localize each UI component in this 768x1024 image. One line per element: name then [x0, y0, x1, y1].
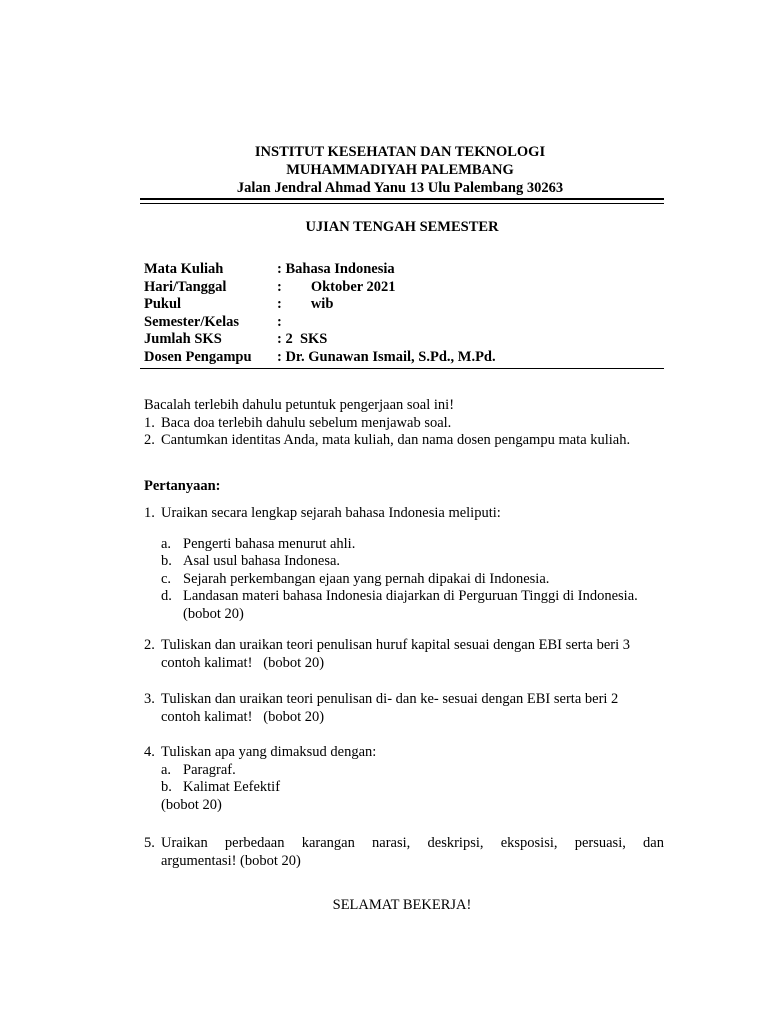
instruction-text: Baca doa terlebih dahulu sebelum menjawab soal.	[161, 414, 452, 431]
subitem-label: d.	[161, 588, 172, 605]
instructions	[144, 397, 630, 450]
question-weight: (bobot 20)	[183, 605, 244, 622]
question-line	[144, 505, 664, 523]
info-label: Dosen Pengampu	[144, 348, 252, 365]
instructions-lead: Bacalah terlebih dahulu petuntuk pengerjaan soal ini!	[144, 397, 455, 413]
info-label: Jumlah SKS	[144, 331, 222, 348]
question-5	[144, 835, 664, 870]
subitem	[161, 762, 664, 780]
subitem	[161, 536, 664, 554]
info-row-course	[144, 261, 496, 279]
question-text: Uraikan perbedaan karangan narasi, deskripsi, eksposisi, persuasi, dan	[161, 835, 664, 851]
question-text: Tuliskan dan uraikan teori penulisan di- dan ke- sesuai dengan EBI serta beri 2	[161, 691, 619, 707]
subitem-text: Landasan materi bahasa Indonesia diajarkan di Perguruan Tinggi di Indonesia.	[183, 588, 638, 605]
subitem-label: b.	[161, 553, 172, 570]
subitem-text: Asal usul bahasa Indonesa.	[183, 553, 341, 570]
subitem-text: Kalimat Eefektif	[183, 779, 281, 796]
instruction-text: Cantumkan identitas Anda, mata kuliah, dan nama dosen pengampu mata kuliah.	[161, 432, 631, 448]
question-text: Uraikan secara lengkap sejarah bahasa Indonesia meliputi:	[161, 505, 501, 521]
question-text: argumentasi! (bobot 20)	[161, 852, 301, 869]
subitem-label: c.	[161, 570, 172, 587]
subitem-label: b.	[161, 779, 172, 796]
question-text: Tuliskan dan uraikan teori penulisan huruf kapital sesuai dengan EBI serta beri 3	[161, 637, 630, 653]
question-1	[144, 505, 664, 624]
subitem	[161, 571, 664, 589]
info-value: : 2 SKS	[277, 331, 328, 348]
header-divider	[140, 198, 664, 204]
institution-name-line2: MUHAMMADIYAH PALEMBANG	[286, 162, 514, 178]
info-label: Mata Kuliah	[144, 261, 224, 277]
instruction-item	[144, 415, 630, 433]
institution-address: Jalan Jendral Ahmad Yanu 13 Ulu Palembang 30263	[236, 180, 564, 196]
exam-info-table	[144, 261, 496, 367]
question-number: 4.	[144, 744, 155, 760]
instruction-item	[144, 432, 630, 450]
question-4-subitems	[161, 762, 664, 815]
info-row-lecturer	[144, 349, 496, 367]
info-label: Hari/Tanggal	[144, 278, 227, 295]
info-value: : Dr. Gunawan Ismail, S.Pd., M.Pd.	[277, 348, 496, 365]
instruction-number: 2.	[144, 432, 155, 448]
info-value: : Bahasa Indonesia	[277, 261, 395, 277]
info-row-credits	[144, 331, 496, 349]
subitem-text: Paragraf.	[183, 761, 236, 778]
question-number: 3.	[144, 691, 155, 707]
info-value: : wib	[277, 296, 334, 313]
question-line	[144, 853, 664, 871]
subitem-text: Pengerti bahasa menurut ahli.	[183, 535, 356, 552]
question-weight: (bobot 20)	[161, 796, 222, 813]
info-divider	[140, 368, 664, 369]
info-value: :	[277, 313, 282, 330]
question-indent	[144, 655, 161, 673]
subitem	[161, 553, 664, 571]
question-text: contoh kalimat! (bobot 20)	[161, 708, 325, 725]
info-value: : Oktober 2021	[277, 278, 396, 295]
question-line	[144, 744, 664, 762]
question-4	[144, 744, 664, 814]
question-number: 1.	[144, 505, 155, 521]
info-label: Pukul	[144, 296, 182, 313]
question-number: 2.	[144, 637, 155, 653]
institution-name-line1: INSTITUT KESEHATAN DAN TEKNOLOGI	[254, 144, 546, 160]
question-line	[144, 691, 664, 709]
info-row-semester	[144, 314, 496, 332]
question-line	[144, 709, 664, 727]
question-line	[144, 655, 664, 673]
question-2	[144, 637, 664, 672]
question-indent	[144, 853, 161, 871]
subitem-label: a.	[161, 761, 172, 778]
question-text: Tuliskan apa yang dimaksud dengan:	[161, 744, 377, 760]
subitem-text: Sejarah perkembangan ejaan yang pernah dipakai di Indonesia.	[183, 570, 550, 587]
question-number: 5.	[144, 835, 155, 851]
subitem	[161, 779, 664, 797]
question-1-subitems	[161, 536, 664, 624]
question-3	[144, 691, 664, 726]
question-indent	[144, 709, 161, 727]
question-line	[144, 637, 664, 655]
info-row-date	[144, 279, 496, 297]
subitem	[161, 588, 664, 606]
instruction-number: 1.	[144, 414, 155, 431]
questions-title: Pertanyaan:	[144, 478, 221, 494]
info-row-time	[144, 296, 496, 314]
exam-title: UJIAN TENGAH SEMESTER	[305, 219, 499, 235]
question-text: contoh kalimat! (bobot 20)	[161, 654, 325, 671]
subitem-label: a.	[161, 535, 172, 552]
institution-header	[0, 143, 768, 197]
closing-text: SELAMAT BEKERJA!	[332, 897, 472, 913]
question-line	[144, 835, 664, 853]
info-label: Semester/Kelas	[144, 313, 240, 330]
